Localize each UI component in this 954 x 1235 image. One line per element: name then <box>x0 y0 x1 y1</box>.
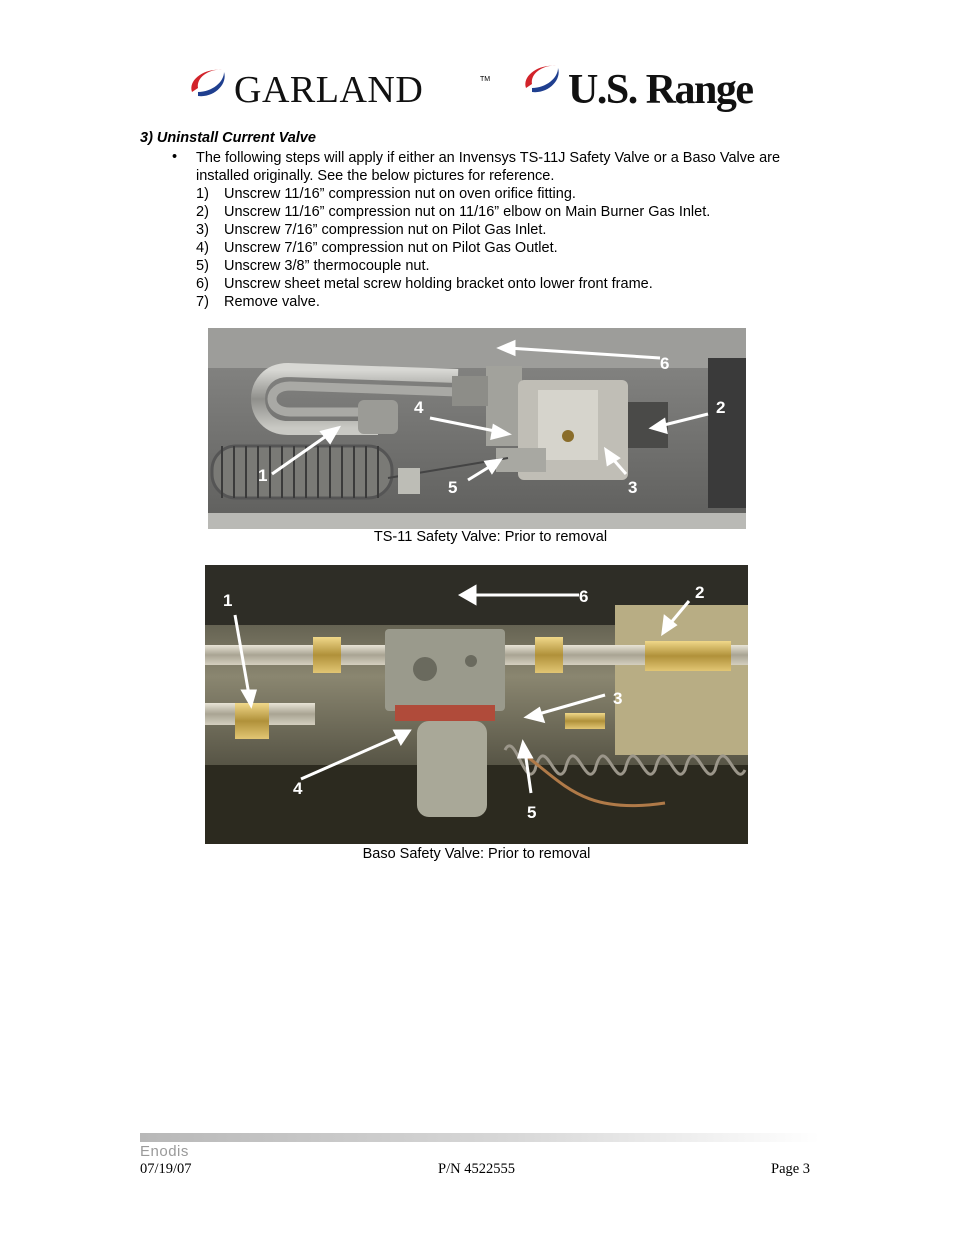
baso-callout: 2 <box>695 583 705 602</box>
us-range-swoosh-icon <box>520 58 564 98</box>
baso-caption: Baso Safety Valve: Prior to removal <box>362 846 591 862</box>
step-item: 4) Unscrew 7/16” compression nut on Pilot Gas Outlet. <box>196 240 558 256</box>
baso-callout: 4 <box>293 779 303 798</box>
baso-callout: 6 <box>579 587 589 606</box>
footer-page-number: Page 3 <box>771 1161 811 1177</box>
ts11-callout: 4 <box>414 398 424 417</box>
step-item: 3) Unscrew 7/16” compression nut on Pilot Gas Inlet. <box>196 222 547 238</box>
garland-logo <box>186 58 496 118</box>
bullet-marker: • <box>172 149 178 165</box>
baso-callout: 3 <box>613 689 623 708</box>
ts11-callout: 2 <box>716 398 726 417</box>
bullet-text: The following steps will apply if either an Invensys TS-11J Safety Valve or a Baso Valve are installed originally. See the below pictures for reference. <box>196 150 781 184</box>
baso-callout: 1 <box>223 591 233 610</box>
garland-tm: TM <box>480 76 491 83</box>
baso-valve-photo <box>205 565 748 844</box>
step-item: 5) Unscrew 3/8” thermocouple nut. <box>196 258 430 274</box>
enodis-logo: Enodis <box>140 1143 189 1160</box>
footer-part-number: P/N 4522555 <box>438 1161 515 1177</box>
footer-rule <box>140 1133 820 1142</box>
garland-swoosh-icon <box>186 62 230 102</box>
step-item: 2) Unscrew 11/16” compression nut on 11/16” elbow on Main Burner Gas Inlet. <box>196 204 711 220</box>
ts11-callout: 3 <box>628 478 638 497</box>
ts11-valve-photo <box>208 328 746 529</box>
us-range-wordmark: U.S. Range <box>568 67 753 113</box>
ts11-callout: 5 <box>448 478 458 497</box>
ts11-caption: TS-11 Safety Valve: Prior to removal <box>373 529 608 545</box>
ts11-callout: 1 <box>258 466 268 485</box>
step-item: 7) Remove valve. <box>196 294 320 310</box>
baso-callout: 5 <box>527 803 537 822</box>
footer-date: 07/19/07 <box>140 1161 192 1177</box>
step-item: 6) Unscrew sheet metal screw holding bracket onto lower front frame. <box>196 276 653 292</box>
us-range-logo <box>520 58 790 118</box>
step-item: 1) Unscrew 11/16” compression nut on oven orifice fitting. <box>196 186 576 202</box>
garland-wordmark: GARLAND <box>234 69 424 111</box>
section-heading: 3) Uninstall Current Valve <box>140 130 316 146</box>
baso-photo-illustration <box>205 565 748 844</box>
ts11-callout: 6 <box>660 354 670 373</box>
